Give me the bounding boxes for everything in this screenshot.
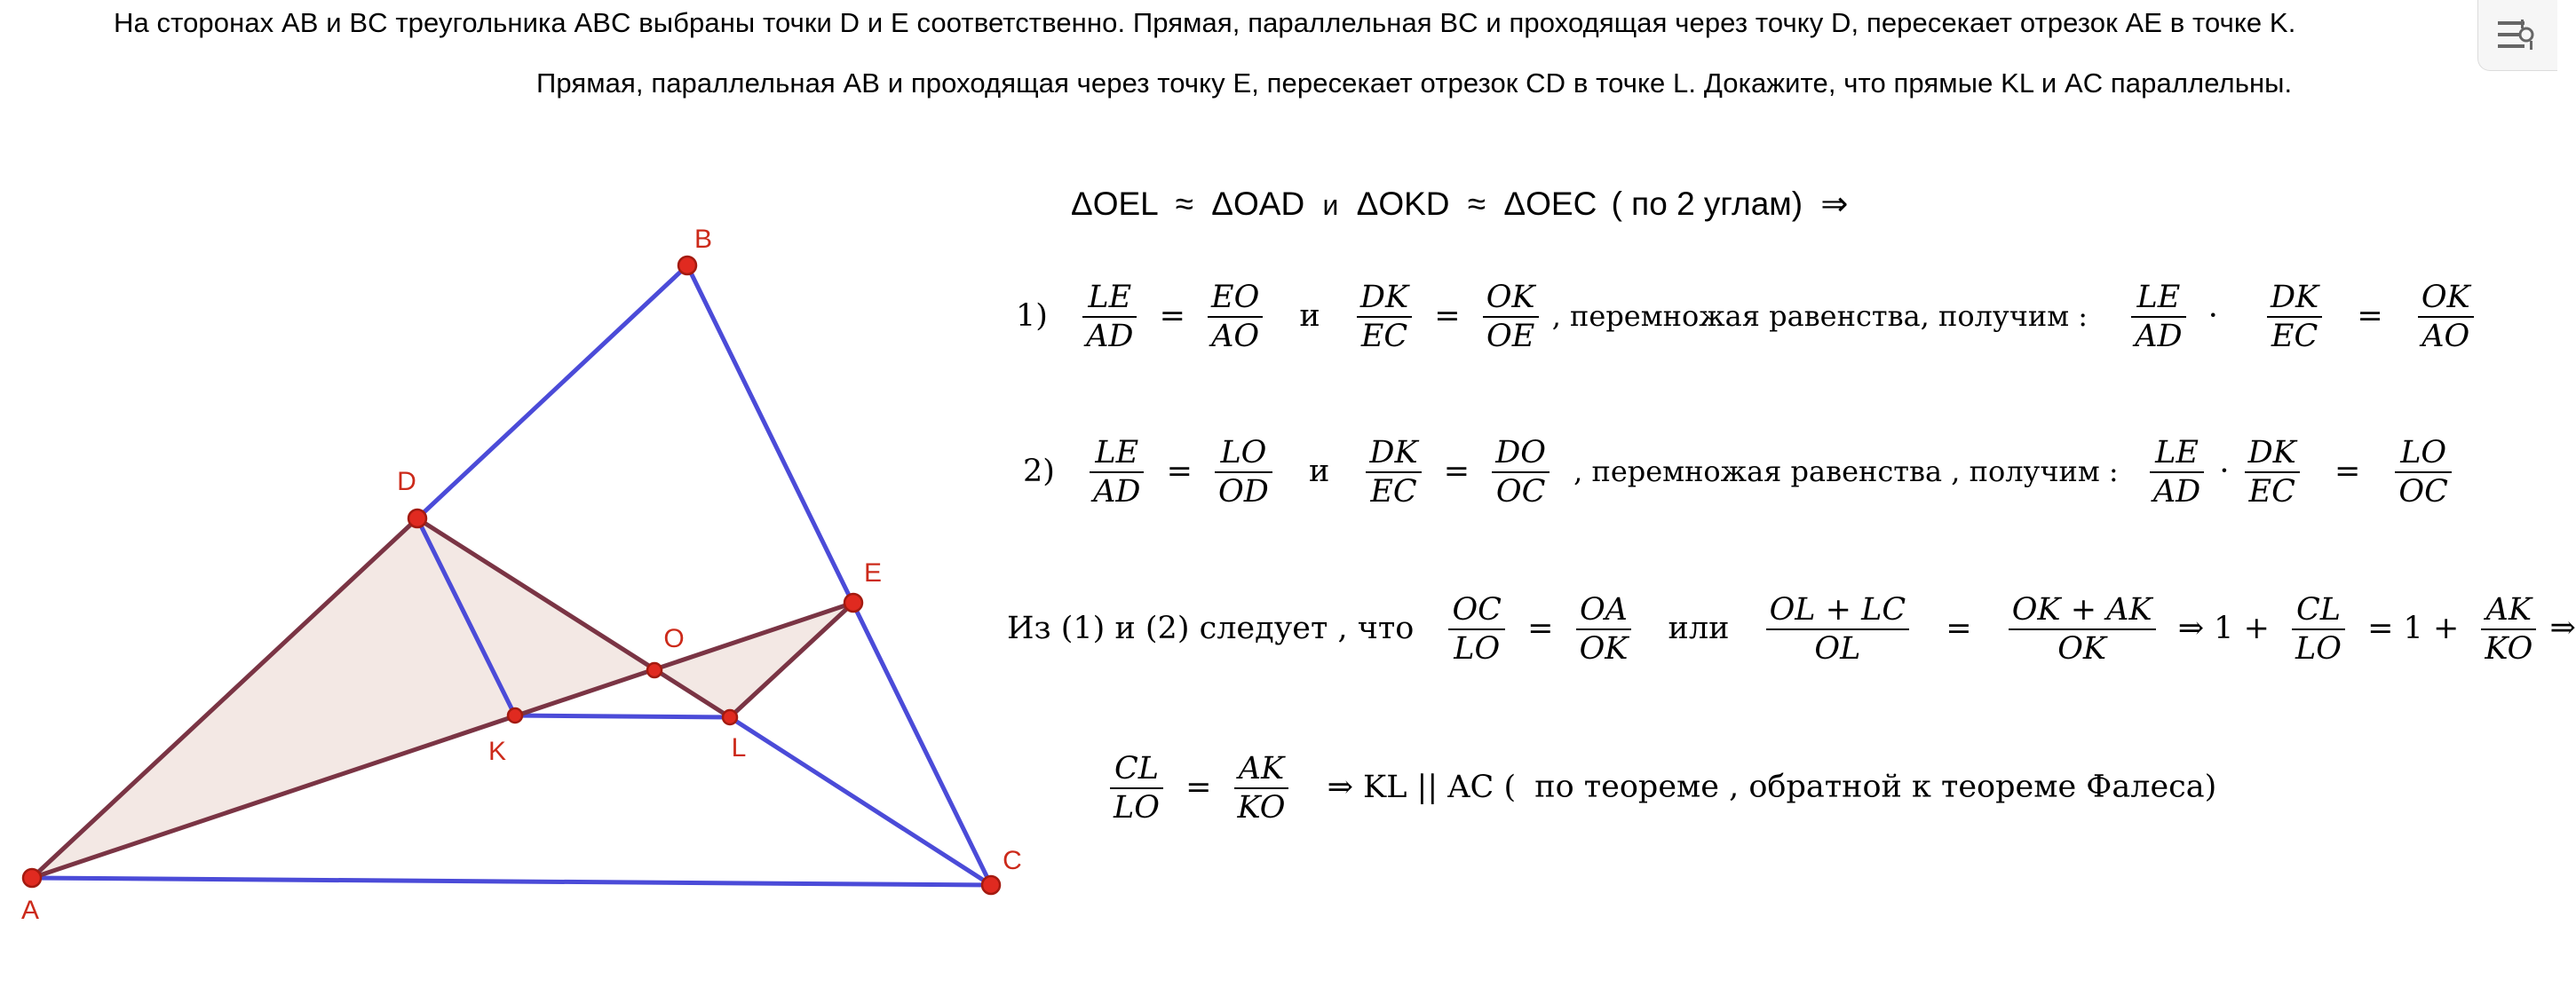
- fraction-ok-ao: [2418, 279, 2474, 355]
- numerator: OL + LC: [1766, 591, 1910, 630]
- equals-sign: =: [1527, 610, 1554, 646]
- fraction-dk-ec: [2267, 279, 2322, 355]
- fraction-ak-ko: [2481, 591, 2536, 668]
- proof-line-4: [1106, 750, 2216, 826]
- equals-sign: =: [1434, 297, 1461, 334]
- numerator: CL: [2292, 591, 2345, 630]
- fraction-le-ad: [1082, 279, 1137, 355]
- numerator: CL: [1110, 750, 1163, 789]
- numerator: AK: [2481, 591, 2536, 630]
- point-c[interactable]: [982, 876, 1000, 894]
- similar-sign-1: ≈: [1175, 186, 1193, 222]
- denominator: OE: [1486, 319, 1535, 354]
- equals-sign: =: [2334, 453, 2361, 489]
- denominator: OC: [2398, 474, 2448, 510]
- fraction-lo-od: [1215, 434, 1272, 510]
- numerator: LE: [2131, 279, 2185, 318]
- numerator: OK + AK: [2009, 591, 2156, 630]
- point-label-b: B: [694, 225, 713, 254]
- point-b[interactable]: [678, 257, 696, 274]
- step-number-2: 2): [1023, 453, 1055, 489]
- equals-sign: =: [1159, 297, 1185, 334]
- numerator: LE: [2150, 434, 2204, 473]
- menu-button[interactable]: [2477, 0, 2557, 71]
- proof-line-0: [1071, 185, 1848, 223]
- numerator: OA: [1576, 591, 1632, 630]
- equals-sign: =: [2357, 297, 2383, 334]
- conclusion-parallel: ⇒ KL || AC (: [1327, 769, 1517, 805]
- fraction-ol-lc-ol: [1766, 591, 1910, 668]
- point-label-a: A: [20, 896, 40, 925]
- equals-sign: =: [1185, 769, 1212, 805]
- denominator: OK: [2057, 631, 2107, 667]
- fraction-cl-lo: [2292, 591, 2345, 668]
- fraction-le-ad: [2131, 279, 2185, 355]
- fraction-dk-ec: [1357, 279, 1412, 355]
- numerator: OK: [1483, 279, 1539, 318]
- fraction-dk-ec: [2245, 434, 2300, 510]
- proof-line-2: [1023, 434, 2455, 510]
- problem-statement-line-1: На сторонах AB и BC треугольника ABC выбраны точки D и E соответственно. Прямая, параллельная BC и проходящая через точку D, пересекает отрезок AE в точке K.: [114, 7, 2296, 38]
- multiply-dot: ·: [2207, 297, 2218, 334]
- menu-icon: [2498, 16, 2540, 53]
- fraction-oc-lo: [1448, 591, 1504, 668]
- denominator: AO: [2421, 319, 2470, 354]
- proof-line-1: [1016, 279, 2477, 355]
- triangle-oad: ΔOAD: [1211, 186, 1305, 222]
- equals-one-plus: = 1 +: [2367, 610, 2460, 646]
- implies-arrow: ⇒: [1820, 186, 1849, 222]
- denominator: OC: [1495, 474, 1546, 510]
- denominator: EC: [2248, 474, 2295, 510]
- denominator: AD: [1086, 319, 1134, 354]
- denominator: AD: [2152, 474, 2201, 510]
- numerator: DK: [2245, 434, 2300, 473]
- fraction-ok-oe: [1483, 279, 1539, 355]
- word-and: и: [1299, 297, 1320, 334]
- fraction-le-ad: [2150, 434, 2204, 510]
- point-e[interactable]: [844, 594, 862, 612]
- implies-one-plus: ⇒ 1 +: [2177, 610, 2270, 646]
- fraction-eo-ao: [1208, 279, 1263, 355]
- equals-sign: =: [1443, 453, 1470, 489]
- similar-sign-2: ≈: [1467, 186, 1486, 222]
- step-number-1: 1): [1016, 297, 1048, 334]
- blue-segment-ac: [32, 878, 991, 885]
- numerator: AK: [1234, 750, 1289, 789]
- equals-sign: =: [1946, 610, 1972, 646]
- point-label-o: O: [663, 624, 685, 653]
- denominator: LO: [1114, 790, 1160, 826]
- fraction-do-oc: [1492, 434, 1550, 510]
- point-a[interactable]: [23, 869, 41, 887]
- denominator: EC: [2271, 319, 2318, 354]
- point-l[interactable]: [723, 710, 737, 724]
- point-label-e: E: [863, 558, 883, 588]
- word-and: и: [1308, 453, 1330, 489]
- numerator: OC: [1448, 591, 1504, 630]
- blue-segment-bc: [687, 265, 991, 885]
- denominator: OD: [1218, 474, 1269, 510]
- fraction-ak-ko: [1234, 750, 1289, 826]
- point-label-d: D: [397, 467, 416, 496]
- numerator: DK: [1366, 434, 1421, 473]
- blue-segment-bd: [417, 265, 687, 518]
- shaded-triangle-ado: [32, 518, 654, 878]
- denominator: OK: [1579, 631, 1629, 667]
- fraction-ok-ak-ok: [2009, 591, 2156, 668]
- denominator: AO: [1211, 319, 1260, 354]
- numerator: LO: [2395, 434, 2451, 473]
- reason-text: ( по 2 углам): [1611, 186, 1803, 222]
- conclusion-text: Из (1) и (2) следует , что: [1007, 610, 1415, 646]
- point-label-l: L: [731, 733, 747, 763]
- numerator: EO: [1208, 279, 1263, 318]
- numerator: LE: [1090, 434, 1144, 473]
- denominator: AD: [1093, 474, 1141, 510]
- point-k[interactable]: [508, 708, 522, 723]
- thales-text: по теореме , обратной к теореме Фалеса): [1534, 769, 2217, 805]
- denominator: KO: [2485, 631, 2533, 667]
- denominator: OL: [1814, 631, 1861, 667]
- fraction-dk-ec: [1366, 434, 1421, 510]
- denominator: EC: [1360, 319, 1408, 354]
- multiply-text: , перемножая равенства , получим :: [1573, 454, 2119, 488]
- denominator: LO: [2295, 631, 2342, 667]
- numerator: OK: [2418, 279, 2474, 318]
- problem-statement-line-2: Прямая, параллельная AB и проходящая через точку E, пересекает отрезок CD в точке L. Докажите, что прямые KL и AC параллельны.: [536, 67, 2293, 99]
- numerator: DO: [1492, 434, 1550, 473]
- fraction-cl-lo: [1110, 750, 1163, 826]
- multiply-text: , перемножая равенства, получим :: [1551, 298, 2089, 333]
- blue-segment-kl: [515, 715, 730, 717]
- denominator: KO: [1237, 790, 1286, 826]
- proof-line-3: [1007, 591, 2576, 668]
- fraction-lo-oc: [2395, 434, 2451, 510]
- word-and: и: [1322, 189, 1339, 221]
- triangle-oel: ΔOEL: [1071, 186, 1158, 222]
- equals-sign: =: [1166, 453, 1193, 489]
- denominator: LO: [1454, 631, 1501, 667]
- numerator: LE: [1082, 279, 1137, 318]
- point-d[interactable]: [408, 510, 426, 527]
- denominator: EC: [1370, 474, 1417, 510]
- numerator: DK: [2267, 279, 2322, 318]
- word-or: или: [1668, 610, 1730, 646]
- multiply-dot: ·: [2219, 453, 2230, 489]
- numerator: LO: [1215, 434, 1272, 473]
- fraction-le-ad: [1090, 434, 1144, 510]
- point-label-k: K: [487, 737, 507, 766]
- denominator: AD: [2135, 319, 2183, 354]
- point-o[interactable]: [647, 663, 662, 677]
- fraction-oa-ok: [1576, 591, 1632, 668]
- implies-arrow: ⇒: [2549, 610, 2576, 646]
- geometry-figure: [0, 0, 1066, 988]
- triangle-okd: ΔOKD: [1356, 186, 1450, 222]
- triangle-oec: ΔOEC: [1503, 186, 1597, 222]
- point-label-c: C: [1003, 846, 1022, 875]
- numerator: DK: [1357, 279, 1412, 318]
